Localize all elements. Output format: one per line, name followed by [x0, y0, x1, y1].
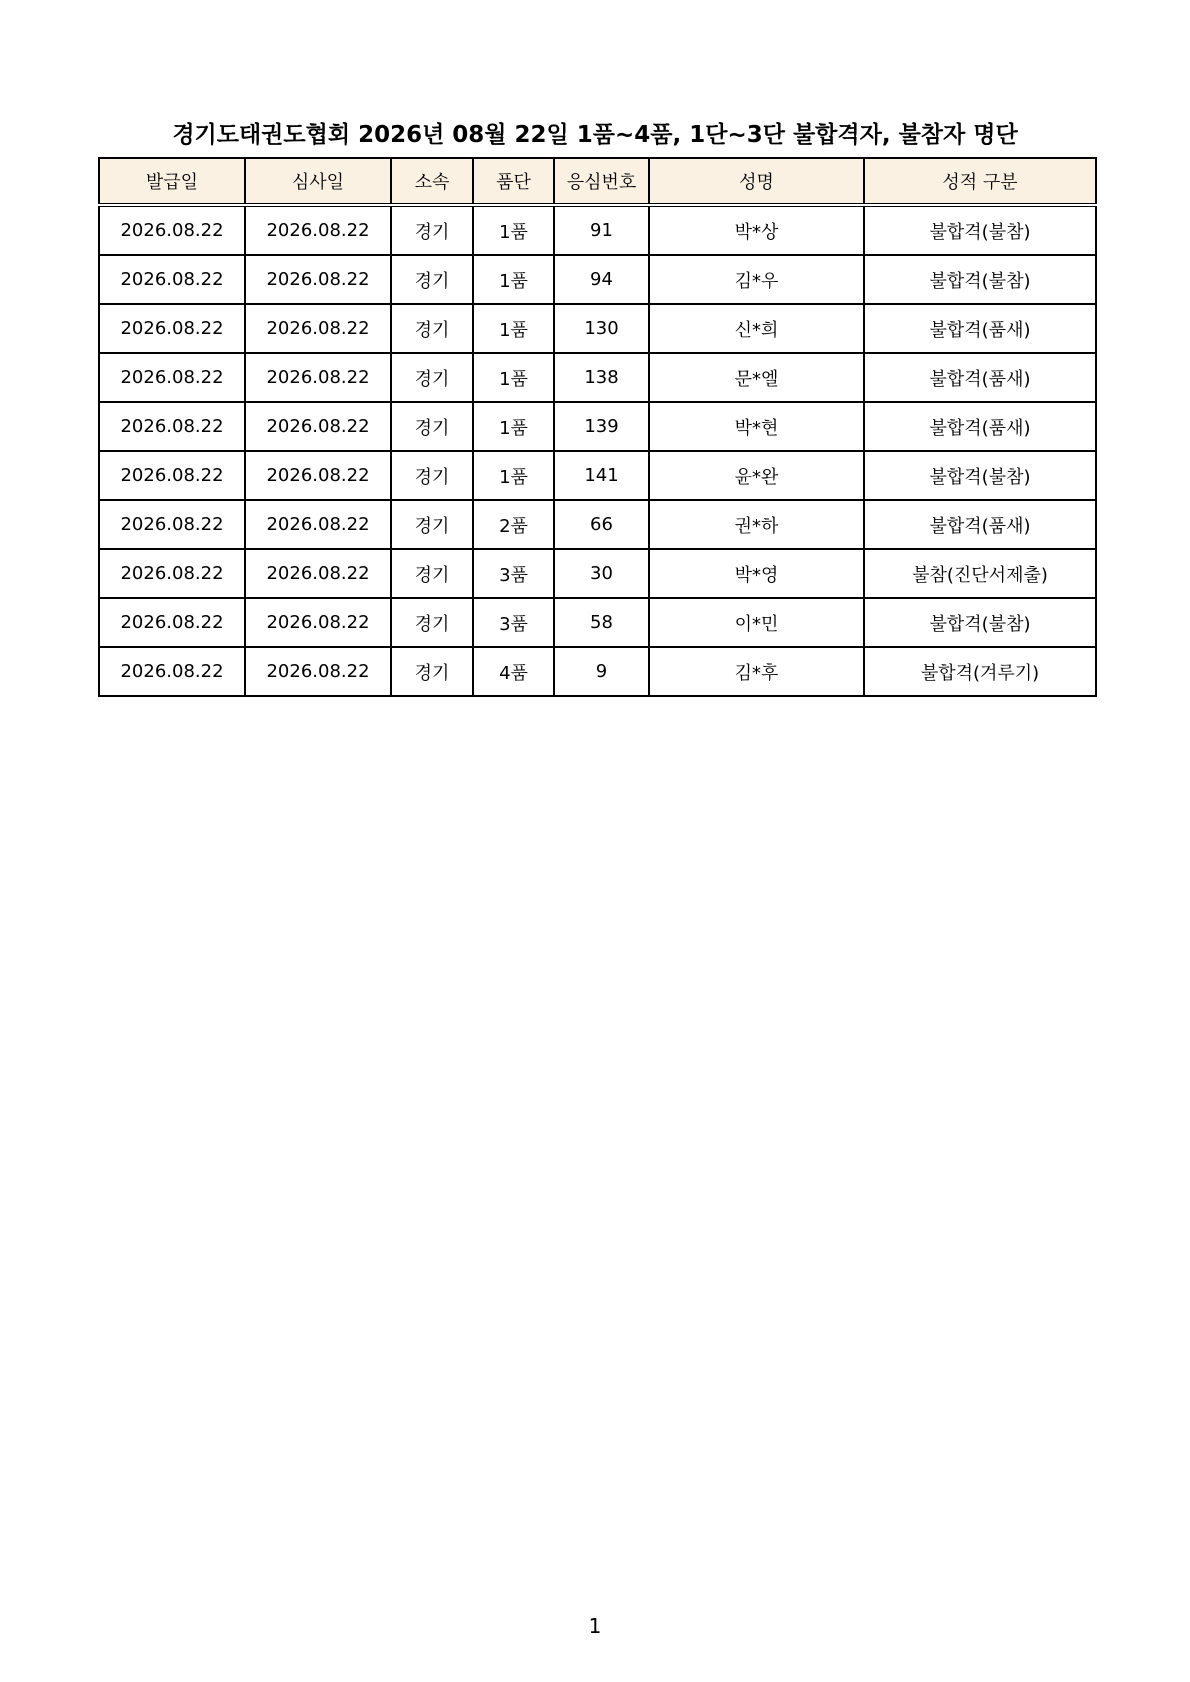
name-cell: 윤*완 — [649, 451, 864, 500]
table-row — [99, 647, 1096, 696]
affiliation-cell: 경기 — [391, 304, 473, 353]
exam-number-cell: 66 — [554, 500, 649, 549]
issue-date-cell: 2026.08.22 — [99, 451, 245, 500]
affiliation-cell: 경기 — [391, 451, 473, 500]
name-cell: 박*상 — [649, 205, 864, 255]
issue-date-cell: 2026.08.22 — [99, 647, 245, 696]
name-cell: 박*현 — [649, 402, 864, 451]
exam-date-cell: 2026.08.22 — [245, 402, 391, 451]
rank-cell: 1품 — [473, 451, 554, 500]
name-cell: 김*후 — [649, 647, 864, 696]
exam-date-cell: 2026.08.22 — [245, 500, 391, 549]
rank-cell: 1품 — [473, 205, 554, 255]
exam-number-cell: 58 — [554, 598, 649, 647]
table-row — [99, 255, 1096, 304]
affiliation-cell: 경기 — [391, 353, 473, 402]
exam-date-cell: 2026.08.22 — [245, 205, 391, 255]
column-header-result: 성적 구분 — [864, 158, 1096, 205]
issue-date-cell: 2026.08.22 — [99, 402, 245, 451]
name-cell: 문*엘 — [649, 353, 864, 402]
exam-date-cell: 2026.08.22 — [245, 451, 391, 500]
name-cell: 박*영 — [649, 549, 864, 598]
exam-date-cell: 2026.08.22 — [245, 598, 391, 647]
result-cell: 불합격(품새) — [864, 304, 1096, 353]
affiliation-cell: 경기 — [391, 255, 473, 304]
exam-number-cell: 139 — [554, 402, 649, 451]
exam-number-cell: 94 — [554, 255, 649, 304]
column-header-issue-date: 발급일 — [99, 158, 245, 205]
rank-cell: 2품 — [473, 500, 554, 549]
affiliation-cell: 경기 — [391, 402, 473, 451]
table-row — [99, 451, 1096, 500]
page-number: 1 — [588, 1614, 602, 1638]
column-header-name: 성명 — [649, 158, 864, 205]
rank-cell: 3품 — [473, 598, 554, 647]
rank-cell: 1품 — [473, 304, 554, 353]
issue-date-cell: 2026.08.22 — [99, 353, 245, 402]
name-cell: 김*우 — [649, 255, 864, 304]
exam-number-cell: 91 — [554, 205, 649, 255]
affiliation-cell: 경기 — [391, 500, 473, 549]
column-header-exam-date: 심사일 — [245, 158, 391, 205]
rank-cell: 1품 — [473, 353, 554, 402]
issue-date-cell: 2026.08.22 — [99, 304, 245, 353]
result-cell: 불합격(불참) — [864, 451, 1096, 500]
exam-date-cell: 2026.08.22 — [245, 255, 391, 304]
exam-date-cell: 2026.08.22 — [245, 353, 391, 402]
table-row — [99, 549, 1096, 598]
exam-number-cell: 9 — [554, 647, 649, 696]
results-table — [98, 157, 1097, 697]
table-header-row — [99, 158, 1096, 205]
issue-date-cell: 2026.08.22 — [99, 205, 245, 255]
affiliation-cell: 경기 — [391, 549, 473, 598]
result-cell: 불합격(불참) — [864, 255, 1096, 304]
result-cell: 불합격(품새) — [864, 402, 1096, 451]
rank-cell: 1품 — [473, 402, 554, 451]
table-row — [99, 205, 1096, 255]
table-row — [99, 304, 1096, 353]
name-cell: 신*희 — [649, 304, 864, 353]
exam-number-cell: 130 — [554, 304, 649, 353]
table-row — [99, 402, 1096, 451]
result-cell: 불합격(불참) — [864, 598, 1096, 647]
document-title: 경기도태권도협회 2026년 08월 22일 1품~4품, 1단~3단 불합격자, 불참자 명단 — [172, 122, 1018, 148]
issue-date-cell: 2026.08.22 — [99, 598, 245, 647]
affiliation-cell: 경기 — [391, 647, 473, 696]
name-cell: 이*민 — [649, 598, 864, 647]
exam-date-cell: 2026.08.22 — [245, 549, 391, 598]
result-cell: 불참(진단서제출) — [864, 549, 1096, 598]
exam-number-cell: 138 — [554, 353, 649, 402]
result-cell: 불합격(품새) — [864, 500, 1096, 549]
table-row — [99, 353, 1096, 402]
affiliation-cell: 경기 — [391, 205, 473, 255]
result-cell: 불합격(겨루기) — [864, 647, 1096, 696]
column-header-exam-number: 응심번호 — [554, 158, 649, 205]
rank-cell: 3품 — [473, 549, 554, 598]
table-row — [99, 500, 1096, 549]
exam-number-cell: 30 — [554, 549, 649, 598]
result-cell: 불합격(불참) — [864, 205, 1096, 255]
exam-date-cell: 2026.08.22 — [245, 304, 391, 353]
issue-date-cell: 2026.08.22 — [99, 255, 245, 304]
issue-date-cell: 2026.08.22 — [99, 549, 245, 598]
issue-date-cell: 2026.08.22 — [99, 500, 245, 549]
result-cell: 불합격(품새) — [864, 353, 1096, 402]
exam-number-cell: 141 — [554, 451, 649, 500]
table-body — [99, 205, 1096, 696]
table-row — [99, 598, 1096, 647]
rank-cell: 4품 — [473, 647, 554, 696]
column-header-rank: 품단 — [473, 158, 554, 205]
exam-date-cell: 2026.08.22 — [245, 647, 391, 696]
affiliation-cell: 경기 — [391, 598, 473, 647]
column-header-affiliation: 소속 — [391, 158, 473, 205]
name-cell: 권*하 — [649, 500, 864, 549]
rank-cell: 1품 — [473, 255, 554, 304]
